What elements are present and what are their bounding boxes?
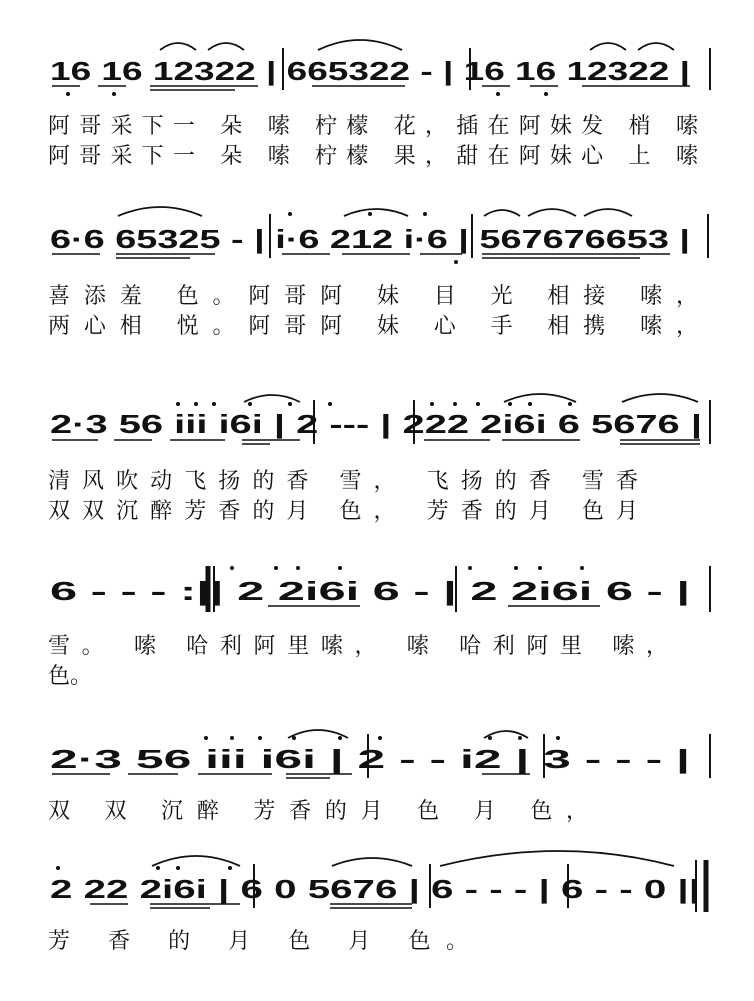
slur (584, 209, 632, 216)
system-2 (48, 207, 708, 339)
slur (590, 43, 626, 50)
notation-line-5: 2·3 56 iii i6i | 2 - - i2 | 3 - - - | (50, 744, 690, 774)
lyric-line-4-verse-1: 雪。 嗦 哈利阿里嗦， 嗦 哈利阿里 嗦， (48, 634, 668, 659)
notation-line-1: 16 16 12322 | 665322 - | 16 16 12322 | (50, 56, 690, 86)
octave-dot (176, 866, 180, 870)
lyric-line-2-verse-1: 喜添羞 色。阿哥阿 妹 目 光 相接 嗦， (48, 284, 698, 309)
lyric-line-3-verse-1: 清风吹动飞扬的香 雪， 飞扬的香 雪香 (48, 469, 638, 494)
octave-dot (288, 212, 292, 216)
system-4 (48, 566, 710, 689)
system-3 (48, 394, 710, 524)
octave-dot (228, 866, 232, 870)
octave-dot (368, 212, 372, 216)
system-5 (48, 730, 710, 824)
octave-dot (508, 402, 512, 406)
octave-dot (528, 402, 532, 406)
slur (440, 851, 674, 866)
slur (160, 43, 196, 50)
octave-dot (230, 566, 234, 570)
octave-dot (338, 736, 342, 740)
octave-dot (453, 402, 457, 406)
slur (208, 43, 244, 50)
octave-dot (568, 402, 572, 406)
system-1 (48, 40, 710, 169)
octave-dot (488, 736, 492, 740)
octave-dot (204, 736, 208, 740)
lyric-line-6-verse-1: 芳 香 的 月 色 月 色。 (48, 929, 468, 954)
octave-dot (230, 736, 234, 740)
octave-dot (476, 402, 480, 406)
octave-dot (274, 566, 278, 570)
octave-dot (66, 92, 70, 96)
octave-dot (430, 402, 434, 406)
lyric-line-4-verse-2: 色。 (48, 664, 93, 689)
octave-dot (454, 260, 458, 264)
octave-dot (538, 566, 542, 570)
slur (244, 395, 300, 402)
octave-dot (514, 566, 518, 570)
slur (528, 209, 576, 216)
octave-dot (518, 736, 522, 740)
lyric-line-5-verse-1: 双 双 沉醉 芳香的月 色 月 色， (48, 799, 588, 824)
octave-dot (496, 92, 500, 96)
slur (332, 858, 412, 866)
octave-dot (112, 92, 116, 96)
slur (484, 210, 520, 216)
octave-dot (56, 866, 60, 870)
octave-dot (378, 736, 382, 740)
octave-dot (544, 92, 548, 96)
slur (638, 43, 674, 50)
lyric-line-2-verse-2: 两心相 悦。阿哥阿 妹 心 手 相携 嗦， (48, 314, 698, 339)
system-6 (48, 851, 706, 954)
slur (118, 207, 202, 216)
octave-dot (156, 866, 160, 870)
slur (152, 856, 240, 866)
notation-line-3: 2·3 56 iii i6i | 2 --- | 222 2i6i 6 5676 | (50, 409, 702, 439)
octave-dot (556, 736, 560, 740)
notation-line-6: 2 22 2i6i | 6 0 5676 | 6 - - - | 6 - - 0 || (50, 874, 700, 904)
octave-dot (423, 212, 427, 216)
slur (504, 394, 576, 402)
notation-line-2: 6·6 65325 - | i·6 212 i·6 | 567676653 | (50, 224, 690, 254)
octave-dot (468, 566, 472, 570)
octave-dot (248, 402, 252, 406)
slur (318, 40, 402, 50)
octave-dot (338, 566, 342, 570)
octave-dot (212, 402, 216, 406)
lyric-line-1-verse-1: 阿哥采下一 朵 嗦 柠檬 花，插在阿妹发 梢 嗦 (48, 114, 699, 139)
lyric-line-3-verse-2: 双双沉醉芳香的月 色， 芳香的月 色月 (48, 499, 638, 524)
notation-line-4: 6 - - - :|| 2 2i6i 6 - | 2 2i6i 6 - | (50, 576, 690, 606)
octave-dot (176, 402, 180, 406)
octave-dot (328, 402, 332, 406)
lyric-line-1-verse-2: 阿哥采下一 朵 嗦 柠檬 果，甜在阿妹心 上 嗦 (48, 144, 699, 169)
octave-dot (194, 402, 198, 406)
slur (622, 394, 698, 402)
octave-dot (580, 566, 584, 570)
octave-dot (258, 736, 262, 740)
octave-dot (288, 402, 292, 406)
octave-dot (296, 566, 300, 570)
slur (344, 209, 408, 216)
